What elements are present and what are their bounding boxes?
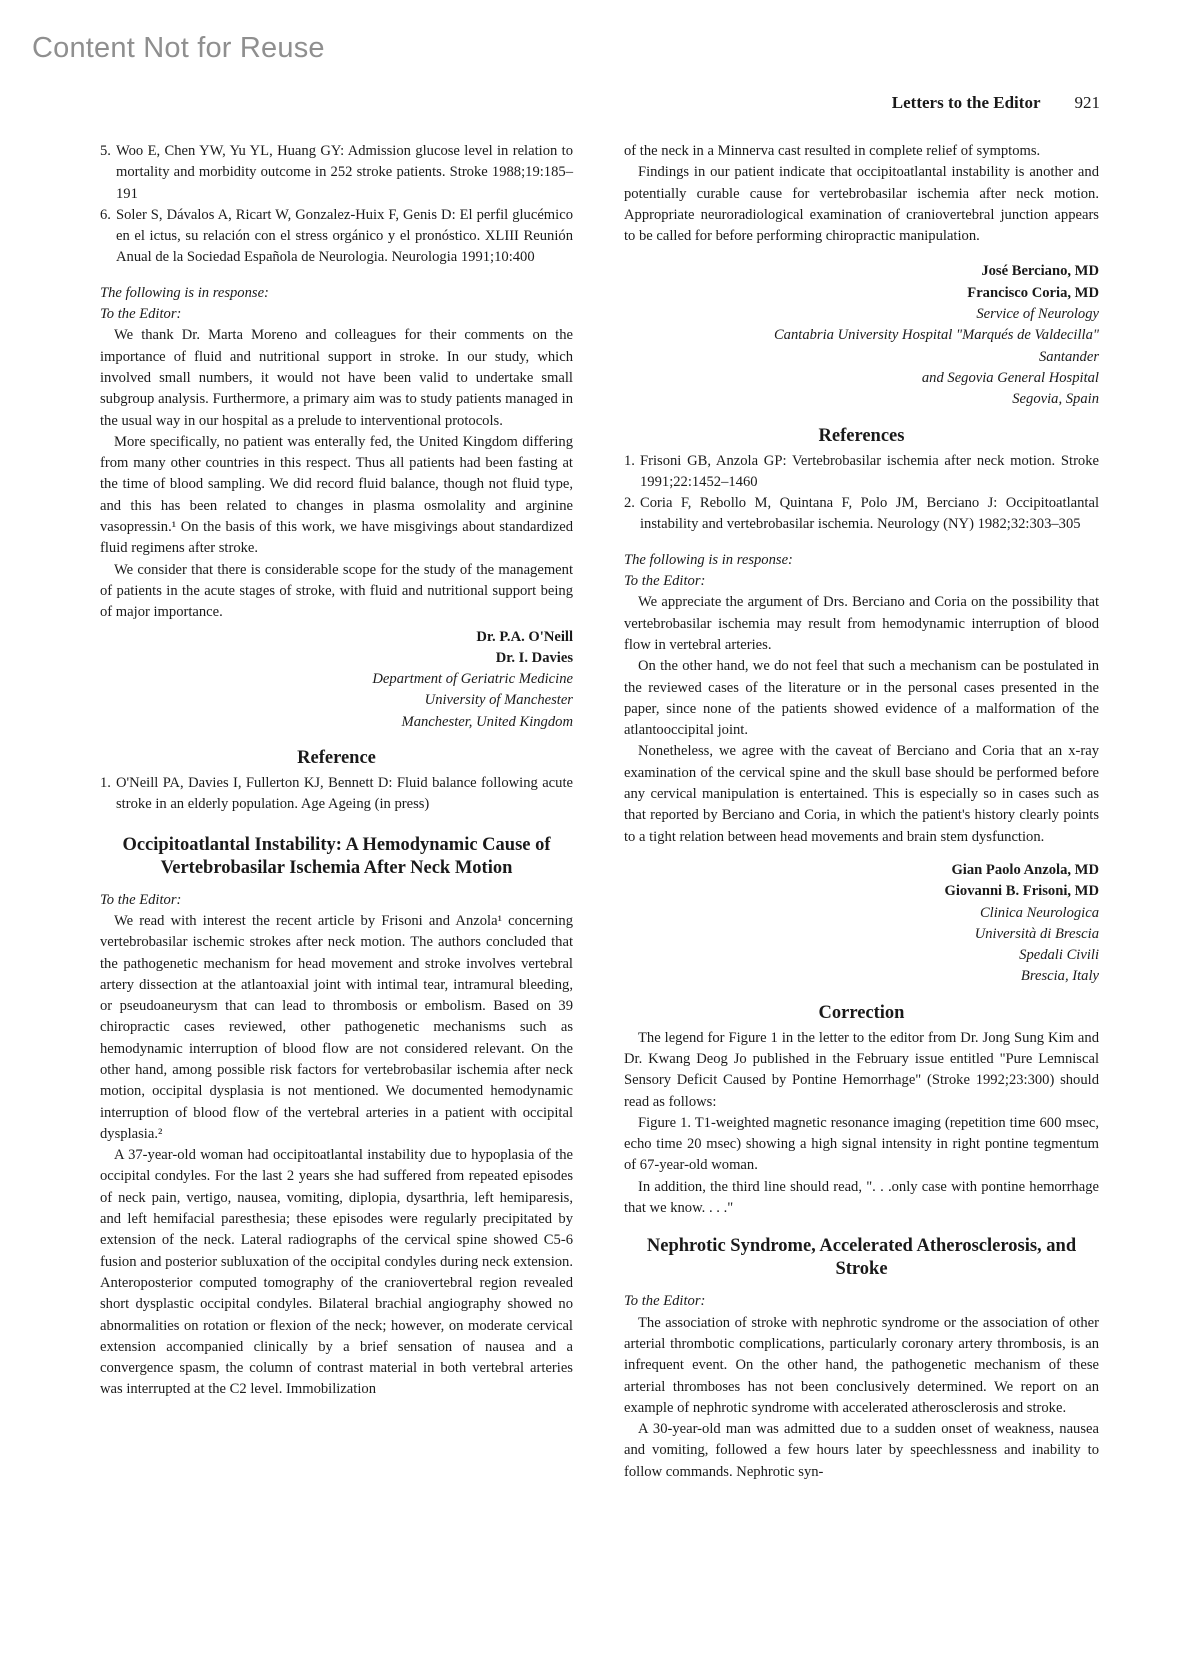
article-title: Nephrotic Syndrome, Accelerated Atherosclerosis, and Stroke bbox=[646, 1236, 1077, 1280]
letter-paragraph: A 30-year-old man was admitted due to a sudden onset of weakness, nausea and vomiting, followed a few hours later by speechlessness and inability to follow commands. Nephrotic syn- bbox=[624, 1421, 1099, 1480]
letter-paragraph: Nonetheless, we agree with the caveat of Berciano and Coria that an x-ray examination of the cervical spine and the skull base should be performed before any cervical manipulation is entertained. This is especially so in cases such as that reported by Berciano and Coria, in which the patient's history clearly points to a tight relation between head movements and brain stem dysfunction. bbox=[624, 743, 1099, 845]
author-affiliation: Service of Neurology bbox=[976, 306, 1099, 323]
reference-text: Woo E, Chen YW, Yu YL, Huang GY: Admission glucose level in relation to mortality and morbidity outcome in 252 stroke patients. Stroke 1988;19:185–191 bbox=[116, 143, 573, 202]
reference-number: 2. bbox=[624, 495, 635, 512]
letter-paragraph: We appreciate the argument of Drs. Berciano and Coria on the possibility that vertebrobasilar ischemia may result from hemodynamic interruption of blood flow in vertebral arteries. bbox=[624, 594, 1099, 653]
reference-number: 5. bbox=[100, 143, 111, 159]
author-affiliation: Università di Brescia bbox=[974, 925, 1099, 942]
reference-item bbox=[100, 141, 573, 205]
author-affiliation: Spedali Civili bbox=[1019, 947, 1099, 964]
response-intro: The following is in response: bbox=[100, 284, 269, 301]
article-title: Occipitoatlantal Instability: A Hemodynamic Cause of Vertebrobasilar Ischemia After Neck Motion bbox=[122, 834, 551, 878]
author-affiliation: Segovia, Spain bbox=[1012, 391, 1099, 408]
author-affiliation: Clinica Neurologica bbox=[979, 904, 1099, 921]
reference-number: 1. bbox=[100, 775, 111, 792]
references-heading: References bbox=[818, 425, 905, 446]
right-column bbox=[624, 141, 1099, 1483]
reference-text: O'Neill PA, Davies I, Fullerton KJ, Bennett D: Fluid balance following acute stroke in an elderly population. Age Ageing (in press) bbox=[116, 775, 573, 813]
letter-paragraph: of the neck in a Minnerva cast resulted in complete relief of symptoms. bbox=[624, 143, 1041, 159]
author-affiliation: Cantabria University Hospital "Marqués de Valdecilla" bbox=[773, 327, 1099, 344]
salutation: To the Editor: bbox=[624, 1293, 706, 1310]
salutation: To the Editor: bbox=[100, 891, 182, 908]
reference-text: Soler S, Dávalos A, Ricart W, Gonzalez-Huix F, Genis D: El perfil glucémico en el ictus, su relación con el stress orgánico y el pronóstico. XLIII Reunión Anual de la Sociedad Española de Neurologia. Neurologia 1991;10:400 bbox=[116, 206, 573, 266]
left-column bbox=[100, 141, 573, 1401]
reference-text: Coria F, Rebollo M, Quintana F, Polo JM, Berciano J: Occipitoatlantal instability and vertebrobasilar ischemia. Neurology (NY) 1982;32:303–305 bbox=[640, 495, 1099, 533]
author-affiliation: Brescia, Italy bbox=[1020, 968, 1099, 985]
letter-paragraph: A 37-year-old woman had occipitoatlantal instability due to hypoplasia of the occipital condyles. For the last 2 years she had suffered from repeated episodes of neck pain, vertigo, nausea, vomiting, diplopia, dysarthria, left hemiparesis, and left hemifacial paresthesia; these episodes were regularly precipitated by extension of the neck. Lateral radiographs of the cervical spine showed C5-6 fusion and posterior subluxation of the occipital condyles during neck extension. Anteroposterior computed tomography of the craniovertebral region revealed short dysplastic occipital condyles. Bilateral brachial angiography showed no abnormalities on rotation or flexion of the neck; however, on moderate cervical extension accompanied clinically by a brief sensation of nausea and a convergence spasm, the column of contrast material in both vertebral arteries was interrupted at the C2 level. Immobilization bbox=[100, 1147, 573, 1398]
author-affiliation: Manchester, United Kingdom bbox=[401, 713, 573, 730]
author-name: José Berciano, MD bbox=[981, 263, 1099, 280]
reference-list bbox=[624, 451, 1099, 536]
salutation: To the Editor: bbox=[624, 573, 706, 590]
correction-paragraph: In addition, the third line should read, ". . .only case with pontine hemorrhage that we know. . . ." bbox=[624, 1178, 1099, 1217]
reference-text: Frisoni GB, Anzola GP: Vertebrobasilar ischemia after neck motion. Stroke 1991;22:1452–1460 bbox=[640, 452, 1099, 490]
running-head bbox=[892, 93, 1100, 113]
author-name: Gian Paolo Anzola, MD bbox=[951, 861, 1099, 878]
reference-item bbox=[624, 493, 1099, 536]
reference-list-top bbox=[100, 141, 573, 269]
section-title: Letters to the Editor bbox=[891, 93, 1041, 112]
reference-item bbox=[100, 773, 573, 816]
author-affiliation: Department of Geriatric Medicine bbox=[372, 671, 573, 688]
author-affiliation: Santander bbox=[1039, 348, 1099, 365]
author-name: Giovanni B. Frisoni, MD bbox=[944, 883, 1099, 900]
letter-paragraph: We thank Dr. Marta Moreno and colleagues for their comments on the importance of fluid and nutritional support in stroke. In our study, which involved small numbers, it would not have been valid to undertake small subgroup analysis. Furthermore, a primary aim was to study patients managed in the usual way in our hospital as a prelude to interventional protocols. bbox=[100, 327, 573, 429]
correction-paragraph: Figure 1. T1-weighted magnetic resonance imaging (repetition time 600 msec, echo time 20 msec) showing a high signal intensity in right pontine tegmentum of 67-year-old woman. bbox=[624, 1114, 1099, 1174]
letter-paragraph: We read with interest the recent article by Frisoni and Anzola¹ concerning vertebrobasilar ischemic strokes after neck motion. The authors concluded that the pathogenetic mechanism for head movement and stroke involves vertebral artery dissection at the atlantoaxial joint with intimal tear, intramural bleeding, or pseudoaneurysm that can lead to thrombosis or embolism. Based on 39 chiropractic cases reviewed, other pathogenetic mechanisms such as hemodynamic interruption of blood flow are not considered relevant. On the other hand, among possible risk factors for vertebrobasilar ischemia after neck motion, occipital dysplasia is not mentioned. We documented hemodynamic interruption of blood flow of the vertebral arteries in a patient with occipital dysplasia.² bbox=[100, 912, 573, 1142]
letter-paragraph: More specifically, no patient was enterally fed, the United Kingdom differing from many other countries in this respect. Thus all patients had been fasting at the time of blood sampling. We did record fluid balance, though not fluid type, and this has been related to changes in plasma osmolality and arginine vasopressin.¹ On the basis of this work, we have misgivings about standardized fluid regimens after stroke. bbox=[100, 433, 573, 557]
reference-item bbox=[100, 205, 573, 269]
salutation: To the Editor: bbox=[100, 306, 182, 323]
author-affiliation: University of Manchester bbox=[424, 692, 573, 709]
correction-heading: Correction bbox=[818, 1002, 905, 1023]
page-number: 921 bbox=[1074, 93, 1100, 112]
reference-number: 6. bbox=[100, 206, 111, 223]
correction-paragraph: The legend for Figure 1 in the letter to the editor from Dr. Jong Sung Kim and Dr. Kwang Deog Jo published in the February issue entitled "Pure Lemniscal Sensory Deficit Caused by Pontine Hemorrhage" (Stroke 1992;23:300) should read as follows: bbox=[624, 1029, 1099, 1110]
letter-paragraph: We consider that there is considerable scope for the study of the management of patients in the acute stages of stroke, with fluid and nutritional support being of major importance. bbox=[100, 561, 573, 621]
letter-paragraph: Findings in our patient indicate that occipitoatlantal instability is another and potentially curable cause for vertebrobasilar ischemia after neck motion. Appropriate neuroradiological examination of craniovertebral junction appears to be called for before performing chiropractic manipulation. bbox=[624, 164, 1099, 245]
reference-heading: Reference bbox=[297, 748, 376, 769]
author-affiliation: and Segovia General Hospital bbox=[921, 369, 1099, 386]
watermark: Content Not for Reuse bbox=[32, 32, 325, 64]
signature-block bbox=[624, 860, 1099, 988]
reference-item bbox=[624, 451, 1099, 494]
letter-paragraph: On the other hand, we do not feel that such a mechanism can be postulated in the reviewed cases of the literature or in the personal cases presented in the paper, since none of the patients showed evidence of a malformation of the atlantooccipital joint. bbox=[624, 658, 1099, 739]
author-name: Francisco Coria, MD bbox=[967, 284, 1099, 301]
author-name: Dr. I. Davies bbox=[495, 649, 573, 666]
reference-number: 1. bbox=[624, 452, 635, 469]
signature-block bbox=[624, 261, 1099, 410]
signature-block bbox=[100, 627, 573, 733]
author-name: Dr. P.A. O'Neill bbox=[476, 628, 573, 645]
letter-paragraph: The association of stroke with nephrotic syndrome or the association of other arterial thrombotic complications, particularly coronary artery thrombosis, is an infrequent event. On the other hand, the pathogenetic mechanism of these arterial thromboses has not been conclusively determined. We report on an example of nephrotic syndrome with accelerated atherosclerosis and stroke. bbox=[624, 1314, 1099, 1416]
response-intro: The following is in response: bbox=[624, 551, 793, 568]
